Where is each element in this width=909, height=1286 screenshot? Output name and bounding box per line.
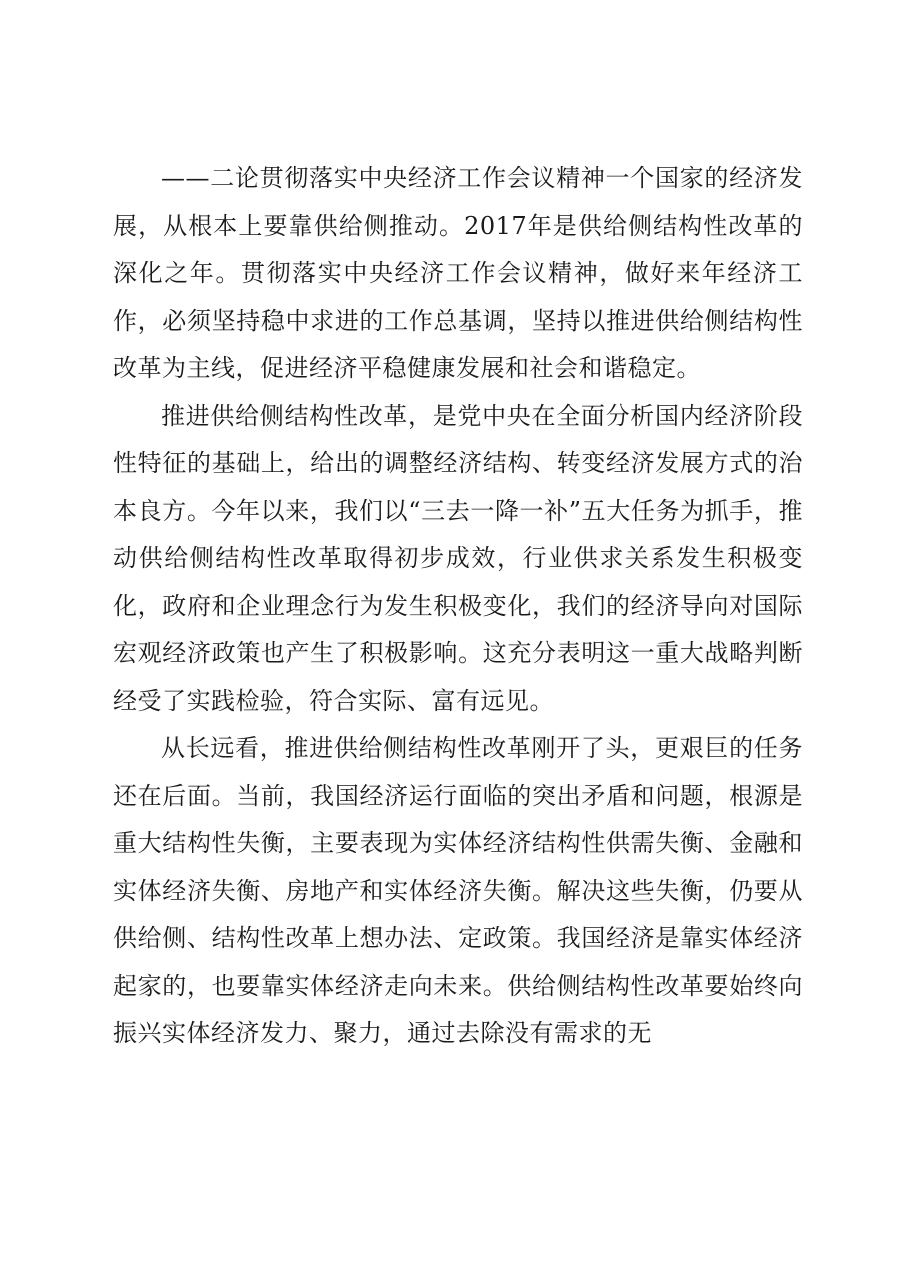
document-body: [113, 155, 803, 1058]
paragraph-3: 从长远看，推进供给侧结构性改革刚开了头，更艰巨的任务还在后面。当前，我国经济运行面临的突出矛盾和问题，根源是重大结构性失衡，主要表现为实体经济结构性供需失衡、金融和实体经济失衡、房地产和实体经济失衡。解决这些失衡，仍要从供给侧、结构性改革上想办法、定政策。我国经济是靠实体经济起家的，也要靠实体经济走向未来。供给侧结构性改革要始终向振兴实体经济发力、聚力，通过去除没有需求的无: [113, 734, 803, 1047]
paragraph-2: 推进供给侧结构性改革，是党中央在全面分析国内经济阶段性特征的基础上，给出的调整经济结构、转变经济发展方式的治本良方。今年以来，我们以“三去一降一补”五大任务为抓手，推动供给侧结构性改革取得初步成效，行业供求关系发生积极变化，政府和企业理念行为发生积极变化，我们的经济导向对国际宏观经济政策也产生了积极影响。这充分表明这一重大战略判断经受了实践检验，符合实际、富有远见。: [113, 401, 803, 715]
paragraph-1: ——二论贯彻落实中央经济工作会议精神一个国家的经济发展，从根本上要靠供给侧推动。2017年是供给侧结构性改革的深化之年。贯彻落实中央经济工作会议精神，做好来年经济工作，必须坚持稳中求进的工作总基调，坚持以推进供给侧结构性改革为主线，促进经济平稳健康发展和社会和谐稳定。: [113, 164, 803, 382]
